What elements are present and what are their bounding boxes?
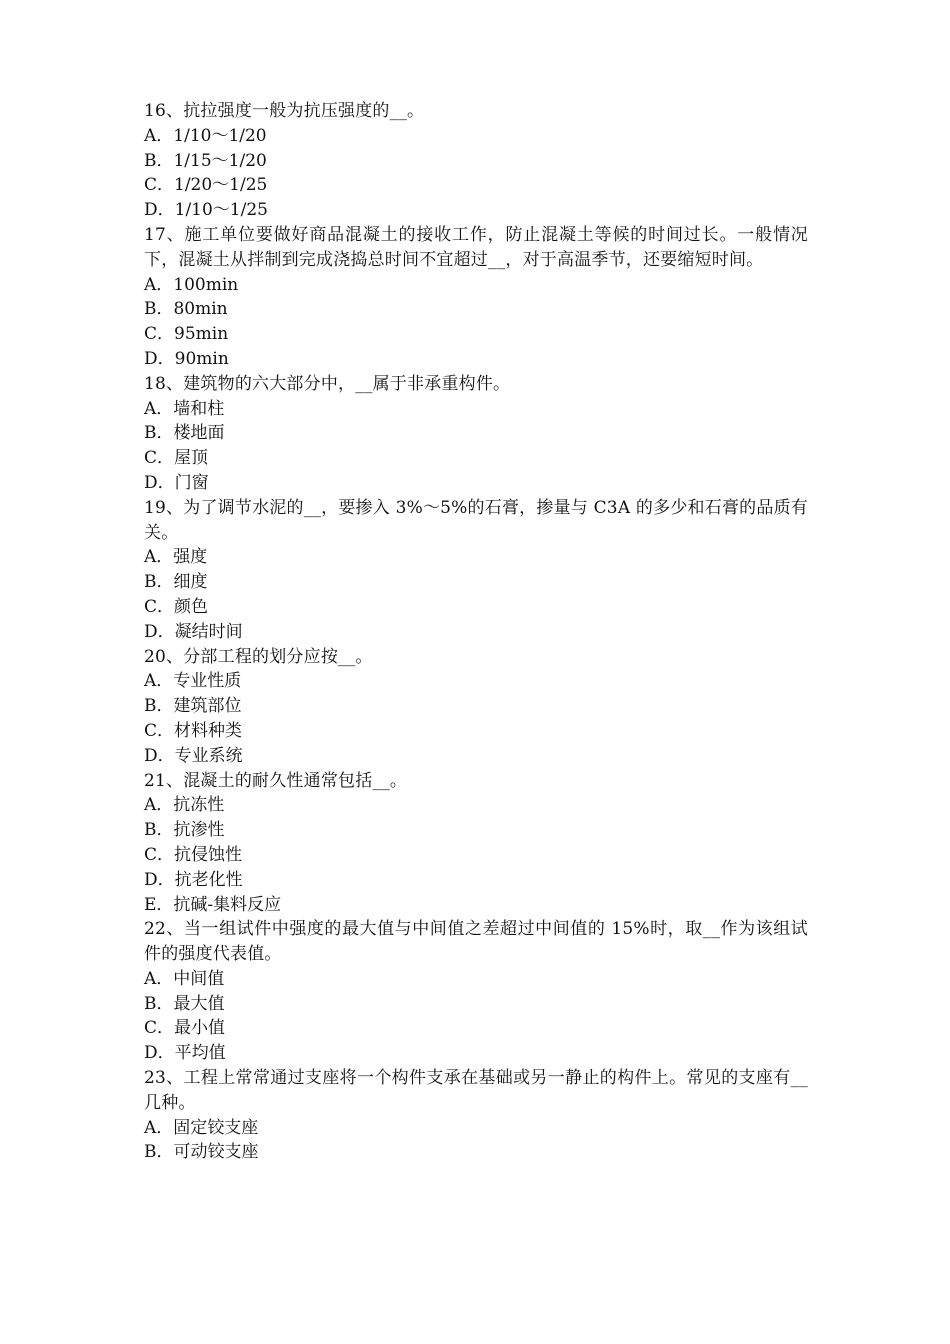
option-b: B．可动铰支座 [144, 1142, 259, 1163]
option-b: B．细度 [144, 572, 208, 593]
option-d: D．1/10～1/25 [144, 200, 268, 221]
option-c: C．材料种类 [144, 720, 243, 741]
option-a: A．墙和柱 [144, 398, 225, 419]
option-d: D．凝结时间 [144, 621, 243, 642]
option-d: D．抗老化性 [144, 869, 243, 890]
option-a: A．专业性质 [144, 671, 242, 692]
option-b: B．抗渗性 [144, 820, 225, 841]
option-d: D．90min [144, 348, 229, 369]
option-c: C．抗侵蚀性 [144, 844, 243, 865]
question-stem: 21、混凝土的耐久性通常包括__。 [144, 770, 408, 791]
option-a: A．中间值 [144, 968, 225, 989]
option-d: D．专业系统 [144, 745, 243, 766]
option-b: B．最大值 [144, 993, 225, 1014]
option-d: D．门窗 [144, 472, 209, 493]
question-stem: 20、分部工程的划分应按__。 [144, 646, 373, 667]
option-a: A．抗冻性 [144, 795, 225, 816]
option-c: C．1/20～1/25 [144, 175, 268, 196]
option-c: C．最小值 [144, 1018, 226, 1039]
question-17 [144, 223, 808, 372]
question-stem: 17、施工单位要做好商品混凝土的接收工作，防止混凝土等候的时间过长。一般情况下，混凝土从拌制到完成浇捣总时间不宜超过__，对于高温季节，还要缩短时间。 [144, 224, 808, 270]
question-20 [144, 645, 808, 769]
option-a: A．100min [144, 274, 239, 295]
option-b: B．80min [144, 299, 228, 320]
option-b: B．1/15～1/20 [144, 150, 267, 171]
question-18 [144, 372, 808, 496]
option-b: B．楼地面 [144, 423, 225, 444]
option-c: C．95min [144, 324, 229, 345]
question-21 [144, 769, 808, 918]
option-a: A．固定铰支座 [144, 1117, 259, 1138]
option-c: C．屋顶 [144, 448, 209, 469]
question-stem: 23、工程上常常通过支座将一个构件支承在基础或另一静止的构件上。常见的支座有__几种。 [144, 1068, 808, 1113]
option-a: A．1/10～1/20 [144, 125, 267, 146]
option-e: E．抗碱-集料反应 [144, 894, 282, 915]
question-stem: 16、抗拉强度一般为抗压强度的__。 [144, 101, 425, 121]
question-stem: 22、当一组试件中强度的最大值与中间值之差超过中间值的 15%时，取__作为该组试件的强度代表值。 [144, 919, 808, 965]
question-22 [144, 917, 808, 1066]
question-stem: 19、为了调节水泥的__，要掺入 3%～5%的石膏，掺量与 C3A 的多少和石膏的品质有关。 [144, 497, 808, 543]
question-19 [144, 496, 808, 645]
option-b: B．建筑部位 [144, 696, 242, 717]
option-c: C．颜色 [144, 596, 209, 617]
question-stem: 18、建筑物的六大部分中，__属于非承重构件。 [144, 373, 511, 394]
question-16 [144, 99, 808, 223]
option-d: D．平均值 [144, 1043, 226, 1064]
document-page [144, 99, 808, 1165]
option-a: A．强度 [144, 547, 208, 568]
question-23 [144, 1066, 808, 1165]
